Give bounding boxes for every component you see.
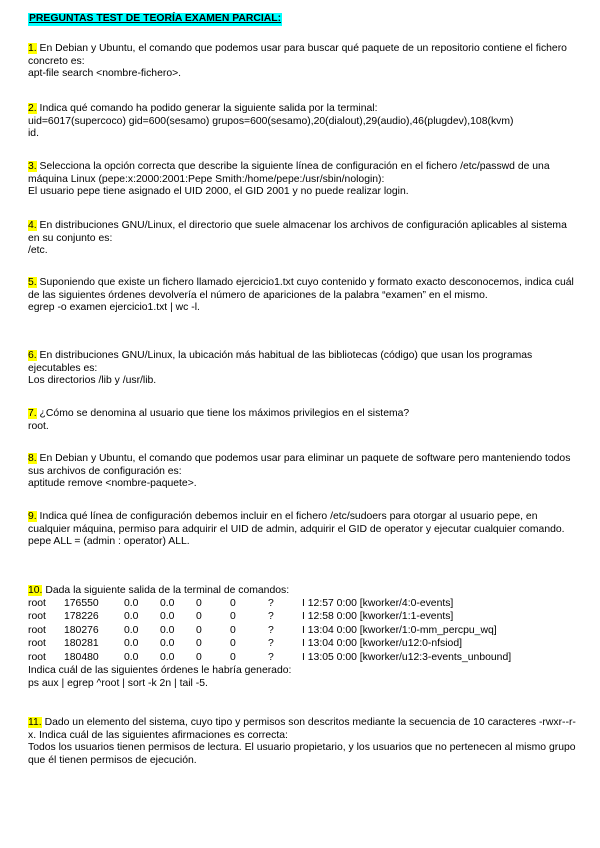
question-3 bbox=[28, 161, 576, 199]
question-number: 10. bbox=[28, 585, 43, 596]
table-cell: ? bbox=[268, 638, 274, 650]
table-cell: 0 bbox=[196, 638, 202, 650]
table-cell: 0.0 bbox=[160, 597, 175, 609]
question-answer: Todos los usuarios tienen permisos de lectura. El usuario propietario, y los usuarios que no pertenecen al mismo grupo que él tienen permisos de ejecución. bbox=[28, 742, 576, 766]
table-cell: 0 bbox=[230, 611, 236, 623]
table-cell: 176550 bbox=[64, 597, 99, 609]
table-cell: 0.0 bbox=[124, 611, 139, 623]
table-cell: 0.0 bbox=[160, 611, 175, 623]
question-number: 6. bbox=[28, 350, 37, 361]
question-5 bbox=[28, 277, 576, 315]
question-11 bbox=[28, 717, 576, 767]
question-text: En distribuciones GNU/Linux, el directorio que suele almacenar los archivos de configuración aplicables al sistema en su conjunto es: bbox=[28, 220, 567, 244]
question-text: En Debian y Ubuntu, el comando que podemos usar para buscar qué paquete de un repositorio contiene el fichero concreto es: bbox=[28, 43, 567, 67]
question-9 bbox=[28, 511, 576, 549]
question-text: Suponiendo que existe un fichero llamado ejercicio1.txt cuyo contenido y formato exacto desconocemos, indica cuál de las siguientes órdenes devolvería el número de apariciones de la palabra “examen” en el mismo. bbox=[28, 277, 574, 301]
question-8 bbox=[28, 453, 576, 491]
table-cell: 178226 bbox=[64, 611, 99, 623]
table-cell: ? bbox=[268, 597, 274, 609]
table-row bbox=[28, 638, 511, 652]
table-cell: ? bbox=[268, 651, 274, 663]
question-answer: /etc. bbox=[28, 245, 48, 257]
question-number: 8. bbox=[28, 453, 37, 464]
question-answer: pepe ALL = (admin : operator) ALL. bbox=[28, 536, 190, 548]
table-cell: 0 bbox=[230, 597, 236, 609]
question-number: 3. bbox=[28, 161, 37, 172]
question-answer: root. bbox=[28, 420, 49, 432]
question-text: En Debian y Ubuntu, el comando que podemos usar para eliminar un paquete de software pero manteniendo todos sus archivos de configuración es: bbox=[28, 453, 571, 477]
question-number: 11. bbox=[28, 717, 42, 728]
table-cell: root bbox=[28, 638, 46, 650]
table-row bbox=[28, 625, 511, 639]
table-cell: I 13:04 0:00 [kworker/1:0-mm_percpu_wq] bbox=[302, 624, 497, 636]
table-cell: root bbox=[28, 651, 46, 663]
table-cell: I 13:04 0:00 [kworker/u12:0-nfsiod] bbox=[302, 638, 462, 650]
question-answer: ps aux | egrep ^root | sort -k 2n | tail -5. bbox=[28, 677, 208, 689]
table-cell: 0 bbox=[230, 638, 236, 650]
table-cell: ? bbox=[268, 611, 274, 623]
table-cell: ? bbox=[268, 624, 274, 636]
table-cell: root bbox=[28, 624, 46, 636]
table-cell: 180276 bbox=[64, 624, 99, 636]
question-text: En distribuciones GNU/Linux, la ubicación más habitual de las bibliotecas (código) que usan los programas ejecutables es: bbox=[28, 350, 533, 374]
table-cell: 0.0 bbox=[124, 597, 139, 609]
table-row bbox=[28, 611, 511, 625]
table-cell: 0.0 bbox=[160, 638, 175, 650]
question-number: 2. bbox=[28, 103, 37, 114]
table-cell: 180480 bbox=[64, 651, 99, 663]
table-cell: I 13:05 0:00 [kworker/u12:3-events_unbound] bbox=[302, 651, 512, 663]
table-cell: 0.0 bbox=[124, 624, 139, 636]
question-text: Indica qué línea de configuración debemos incluir en el fichero /etc/sudoers para otorgar al usuario pepe, en cualquier máquina, permiso para adquirir el UID de admin, adquirir el GID de operator y ejecutar cualquier comando. bbox=[28, 511, 565, 535]
table-cell: 0.0 bbox=[160, 624, 175, 636]
table-cell: 0.0 bbox=[124, 651, 139, 663]
question-text: Indica qué comando ha podido generar la siguiente salida por la terminal: bbox=[36, 103, 378, 114]
table-cell: 180281 bbox=[64, 638, 99, 650]
question-answer: egrep -o examen ejercicio1.txt | wc -l. bbox=[28, 302, 200, 314]
ps-output-table bbox=[28, 598, 511, 666]
table-cell: 0 bbox=[196, 597, 202, 609]
table-cell: 0.0 bbox=[160, 651, 175, 663]
table-cell: 0 bbox=[196, 611, 202, 623]
question-text: ¿Cómo se denomina al usuario que tiene los máximos privilegios en el sistema? bbox=[36, 408, 410, 419]
table-cell: 0 bbox=[230, 651, 236, 663]
question-text: Dada la siguiente salida de la terminal de comandos: bbox=[42, 585, 290, 596]
table-cell: 0 bbox=[196, 651, 202, 663]
table-cell: 0.0 bbox=[124, 638, 139, 650]
table-cell: 0 bbox=[196, 624, 202, 636]
question-number: 4. bbox=[28, 220, 37, 231]
table-cell: root bbox=[28, 611, 46, 623]
question-text: Selecciona la opción correcta que describe la siguiente línea de configuración en el fichero /etc/passwd de una máquina Linux (pepe:x:2000:2001:Pepe Smith:/home/pepe:/usr/sbin/nologin): bbox=[28, 161, 550, 185]
page-title: PREGUNTAS TEST DE TEORÍA EXAMEN PARCIAL: bbox=[29, 13, 282, 24]
table-cell: root bbox=[28, 597, 46, 609]
question-7 bbox=[28, 408, 576, 433]
question-number: 9. bbox=[28, 511, 37, 522]
question-followup: Indica cuál de las siguientes órdenes le habría generado: bbox=[28, 665, 292, 677]
question-6 bbox=[28, 350, 576, 388]
question-text: Dado un elemento del sistema, cuyo tipo y permisos son descritos mediante la secuencia de 10 caracteres -rwxr--r-x. Indica cuál de las siguientes afirmaciones es correcta: bbox=[28, 717, 576, 741]
table-cell: I 12:58 0:00 [kworker/1:1-events] bbox=[302, 611, 454, 623]
question-number: 1. bbox=[28, 43, 37, 54]
question-10 bbox=[28, 585, 576, 690]
question-answer: apt-file search <nombre-fichero>. bbox=[28, 68, 182, 80]
question-answer: El usuario pepe tiene asignado el UID 2000, el GID 2001 y no puede realizar login. bbox=[28, 186, 409, 198]
table-row bbox=[28, 652, 511, 666]
table-row bbox=[28, 598, 511, 612]
table-cell: 0 bbox=[230, 624, 236, 636]
question-number: 7. bbox=[28, 408, 37, 419]
command-output: uid=6017(supercoco) gid=600(sesamo) grupos=600(sesamo),20(dialout),29(audio),46(plugdev),108(kvm) bbox=[28, 115, 514, 127]
question-1 bbox=[28, 43, 576, 81]
question-answer: id. bbox=[28, 128, 39, 140]
question-4 bbox=[28, 220, 576, 258]
question-answer: Los directorios /lib y /usr/lib. bbox=[28, 375, 157, 387]
question-number: 5. bbox=[28, 277, 37, 288]
question-answer: aptitude remove <nombre-paquete>. bbox=[28, 478, 197, 490]
table-cell: I 12:57 0:00 [kworker/4:0-events] bbox=[302, 597, 454, 609]
question-2 bbox=[28, 103, 576, 141]
